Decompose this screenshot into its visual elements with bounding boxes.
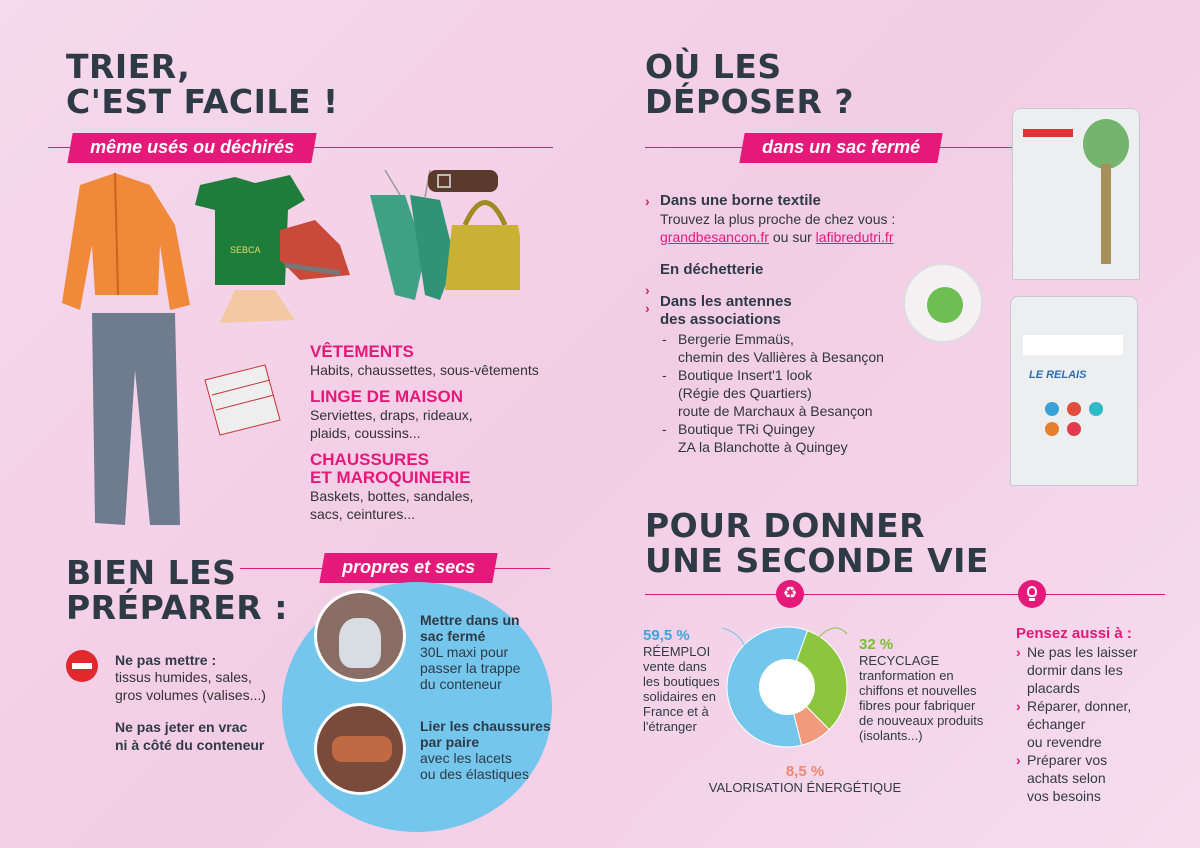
recyclage-text: tranformation en xyxy=(859,668,954,683)
title-line: POUR DONNER xyxy=(645,506,926,545)
page-title-trier xyxy=(66,49,339,119)
chevron-right-icon: › xyxy=(1016,698,1021,714)
recyclage-text: chiffons et nouvelles xyxy=(859,683,977,698)
chevron-right-icon: › xyxy=(645,282,650,298)
page-title-seconde-vie xyxy=(645,508,989,578)
assoc-title: Dans les antennes xyxy=(660,293,792,310)
recyclage-text: de nouveaux produits xyxy=(859,713,984,728)
item-text: Serviettes, draps, rideaux, xyxy=(310,407,473,423)
chevron-right-icon: › xyxy=(1016,752,1021,768)
reemploi-text: France et à xyxy=(643,704,709,719)
reemploi-text: vente dans xyxy=(643,659,707,674)
title-line: DÉPOSER ? xyxy=(645,82,855,121)
items-list xyxy=(310,343,570,523)
step-bag xyxy=(420,612,550,692)
item-text: plaids, coussins... xyxy=(310,425,421,441)
banner-sac-ferme: dans un sac fermé xyxy=(739,133,942,163)
reemploi-text: l'étranger xyxy=(643,719,697,734)
no-entry-icon xyxy=(66,650,98,682)
skirt-image xyxy=(220,290,295,323)
think-text: dormir dans les xyxy=(1027,662,1123,678)
step-title: Lier les chaussures xyxy=(420,718,551,734)
recyclage-block xyxy=(859,636,1009,743)
think-text: placards xyxy=(1027,680,1080,696)
assoc-text: Boutique Insert'1 look xyxy=(678,367,813,383)
item-heading-chaussures: ET MAROQUINERIE xyxy=(310,468,471,487)
recyclage-label: RECYCLAGE xyxy=(859,653,940,668)
no-put-title: Ne pas mettre : xyxy=(115,652,217,668)
step-title: par paire xyxy=(420,734,480,750)
orange-cardigan-image xyxy=(62,173,190,310)
jeans-image xyxy=(92,313,180,525)
item-text: Habits, chaussettes, sous-vêtements xyxy=(310,362,539,378)
banner-uses: même usés ou déchirés xyxy=(67,133,316,163)
no-throw-text: ni à côté du conteneur xyxy=(115,737,265,753)
item-text: Baskets, bottes, sandales, xyxy=(310,488,474,504)
no-throw-text: Ne pas jeter en vrac xyxy=(115,719,248,735)
recycle-icon: ♻ xyxy=(776,580,804,608)
think-text: Réparer, donner, xyxy=(1027,698,1132,714)
assoc-text: ZA la Blanchotte à Quingey xyxy=(678,439,848,455)
step-text: ou des élastiques xyxy=(420,766,529,782)
page-title-preparer xyxy=(66,555,288,625)
borne-links xyxy=(660,228,975,246)
recyclage-text: fibres pour fabriquer xyxy=(859,698,976,713)
think-also-block xyxy=(1016,625,1176,805)
think-text: vos besoins xyxy=(1027,788,1101,804)
valorisation-label: VALORISATION ÉNERGÉTIQUE xyxy=(708,780,902,795)
reemploi-value: 59,5 % xyxy=(643,627,690,644)
title-line: UNE SECONDE VIE xyxy=(645,541,989,580)
title-line: BIEN LES xyxy=(66,553,237,592)
think-text: Ne pas les laisser xyxy=(1027,644,1138,660)
assoc-item: - Boutique Insert'1 look (Régie des Quartiers) route de Marchaux à Besançon xyxy=(662,366,975,420)
item-heading-linge: LINGE DE MAISON xyxy=(310,387,464,406)
assoc-text: (Régie des Quartiers) xyxy=(678,385,812,401)
tshirt-text: SEBCA xyxy=(230,245,261,255)
relais-container-image xyxy=(1010,296,1138,486)
reemploi-block xyxy=(643,627,753,734)
no-put-text: tissus humides, sales, xyxy=(115,669,252,685)
recyclage-text: (isolants...) xyxy=(859,728,923,743)
belt-image xyxy=(428,170,498,192)
towel-image xyxy=(205,365,280,435)
assoc-title: des associations xyxy=(660,311,781,328)
assoc-text: chemin des Vallières à Besançon xyxy=(678,349,884,365)
handbag-image xyxy=(445,203,520,291)
link-separator: ou sur xyxy=(772,229,812,245)
recyclage-value: 32 % xyxy=(859,636,894,653)
item-heading-chaussures: CHAUSSURES xyxy=(310,450,430,469)
textile-container-tree-image xyxy=(1012,108,1140,280)
think-text: Préparer vos xyxy=(1027,752,1108,768)
valorisation-value: 8,5 % xyxy=(785,763,825,780)
reemploi-text: solidaires en xyxy=(643,689,716,704)
step-shoes xyxy=(420,718,570,782)
assoc-item: - Boutique TRi Quingey ZA la Blanchotte à Quingey xyxy=(662,420,975,456)
think-text: échanger xyxy=(1027,716,1086,732)
step-text: 30L maxi pour xyxy=(420,644,509,660)
reemploi-text: les boutiques xyxy=(643,674,720,689)
chevron-right-icon: › xyxy=(1016,644,1021,660)
assoc-list xyxy=(645,330,975,456)
assoc-text: Boutique TRi Quingey xyxy=(678,421,815,437)
step-title: Mettre dans un xyxy=(420,612,520,628)
link-grandbesancon[interactable]: grandbesancon.fr xyxy=(660,229,769,245)
chevron-right-icon: › xyxy=(645,193,650,209)
step-text: avec les lacets xyxy=(420,750,512,766)
think-item xyxy=(1016,643,1176,697)
bag-photo xyxy=(314,590,406,682)
title-line: C'EST FACILE ! xyxy=(66,82,339,121)
borne-title: Dans une borne textile xyxy=(660,192,821,209)
relais-label: LE RELAIS xyxy=(1029,369,1087,381)
reemploi-label: RÉEMPLOI xyxy=(643,644,711,659)
page-title-deposer xyxy=(645,49,854,119)
borne-text: Trouvez la plus proche de chez vous : xyxy=(660,211,896,227)
banner-propres: propres et secs xyxy=(319,553,497,583)
baby-shoes-image xyxy=(280,220,350,280)
lightbulb-icon xyxy=(1018,580,1046,608)
link-lafibredutri[interactable]: lafibredutri.fr xyxy=(815,229,894,245)
chevron-right-icon: › xyxy=(645,300,650,316)
think-item xyxy=(1016,751,1176,805)
no-put-text: gros volumes (valises...) xyxy=(115,687,266,703)
donut-hole xyxy=(759,659,815,715)
title-line: TRIER, xyxy=(66,47,191,86)
do-not-put-block xyxy=(115,652,305,754)
think-text: achats selon xyxy=(1027,770,1106,786)
item-heading-vetements: VÊTEMENTS xyxy=(310,342,414,361)
divider-line xyxy=(645,594,1165,595)
leader-line-recyclage xyxy=(818,628,847,638)
assoc-text: route de Marchaux à Besançon xyxy=(678,403,873,419)
think-item xyxy=(1016,697,1176,751)
valorisation-block xyxy=(700,763,910,795)
title-line: PRÉPARER : xyxy=(66,588,288,627)
think-text: ou revendre xyxy=(1027,734,1102,750)
assoc-text: Bergerie Emmaüs, xyxy=(678,331,794,347)
assoc-item: - Bergerie Emmaüs, chemin des Vallières à Besançon xyxy=(662,330,975,366)
item-text: sacs, ceintures... xyxy=(310,506,416,522)
eco-tlc-label-logo xyxy=(903,263,983,343)
step-text: du conteneur xyxy=(420,676,502,692)
think-title: Pensez aussi à : xyxy=(1016,625,1132,642)
shoes-photo xyxy=(314,703,406,795)
dechetterie-title: En déchetterie xyxy=(660,261,764,278)
step-title: sac fermé xyxy=(420,628,486,644)
step-text: passer la trappe xyxy=(420,660,521,676)
title-line: OÙ LES xyxy=(645,47,782,86)
